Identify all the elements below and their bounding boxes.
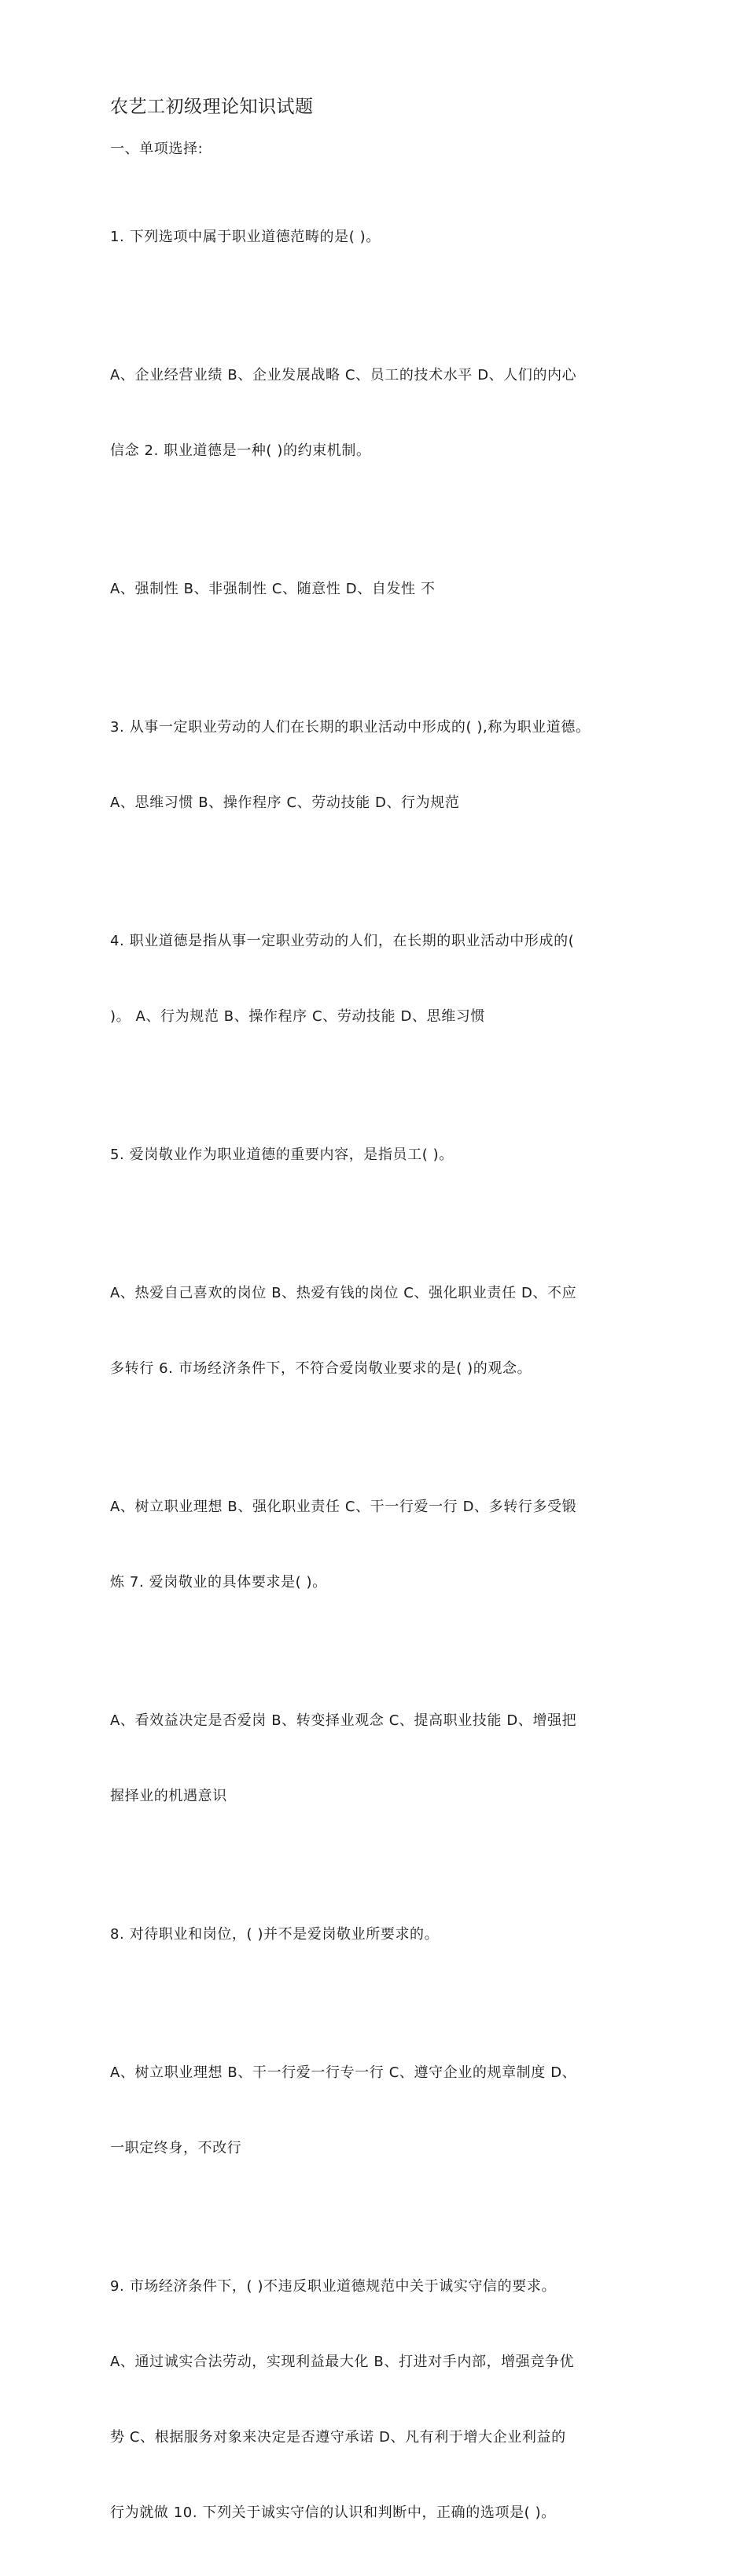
text-line: 1. 下列选项中属于职业道德范畴的是( )。: [110, 229, 381, 245]
paragraph: [110, 665, 645, 866]
section-heading: 一、单项选择:: [110, 141, 204, 157]
text-line: 4. 职业道德是指从事一定职业劳动的人们，在长期的职业活动中形成的(: [110, 933, 575, 949]
document-page: [110, 93, 645, 2576]
text-line: A、看效益决定是否爱岗 B、转变择业观念 C、提高职业技能 D、增强把: [110, 1712, 577, 1729]
text-line: A、强制性 B、非强制性 C、随意性 D、自发性 不: [110, 581, 436, 597]
text-line: 行为就做 10. 下列关于诚实守信的认识和判断中，正确的选项是( )。: [110, 2504, 556, 2521]
text-line: 9. 市场经济条件下，( )不违反职业道德规范中关于诚实守信的要求。: [110, 2278, 557, 2295]
text-line: A、树立职业理想 B、干一行爱一行专一行 C、遵守企业的规章制度 D、: [110, 2064, 577, 2081]
text-line: 炼 7. 爱岗敬业的具体要求是( )。: [110, 1574, 327, 1591]
paragraph: [110, 1092, 645, 1218]
text-line: A、热爱自己喜欢的岗位 B、热爱有钱的岗位 C、强化职业责任 D、不应: [110, 1285, 577, 1301]
paragraph: [110, 174, 645, 300]
paragraph: [110, 1231, 645, 1432]
text-line: 5. 爱岗敬业作为职业道德的重要内容，是指员工( )。: [110, 1147, 454, 1163]
paragraph: [110, 1872, 645, 1998]
paragraph: [110, 313, 645, 514]
paragraph: [110, 2010, 645, 2211]
text-line: A、通过诚实合法劳动，实现利益最大化 B、打进对手内部，增强竞争优: [110, 2354, 575, 2370]
text-line: 势 C、根据服务对象来决定是否遵守承诺 D、凡有利于增大企业利益的: [110, 2429, 566, 2446]
paragraph: [110, 879, 645, 1080]
document-title: 农艺工初级理论知识试题: [110, 97, 314, 117]
text-line: 握择业的机遇意识: [110, 1788, 227, 1804]
paragraph: [110, 1658, 645, 1859]
question-list: [110, 174, 645, 2576]
text-line: 信念 2. 职业道德是一种( )的约束机制。: [110, 442, 371, 459]
paragraph: [110, 2224, 645, 2576]
text-line: 多转行 6. 市场经济条件下，不符合爱岗敬业要求的是( )的观念。: [110, 1360, 532, 1377]
text-line: A、企业经营业绩 B、企业发展战略 C、员工的技术水平 D、人们的内心: [110, 367, 577, 383]
text-line: 3. 从事一定职业劳动的人们在长期的职业活动中形成的( ),称为职业道德。: [110, 719, 591, 736]
text-line: 8. 对待职业和岗位，( )并不是爱岗敬业所要求的。: [110, 1926, 440, 1943]
paragraph: [110, 527, 645, 652]
text-line: A、思维习惯 B、操作程序 C、劳动技能 D、行为规范: [110, 794, 460, 811]
text-line: A、树立职业理想 B、强化职业责任 C、干一行爱一行 D、多转行多受锻: [110, 1499, 577, 1515]
paragraph: [110, 1444, 645, 1646]
text-line: 一职定终身，不改行: [110, 2140, 242, 2156]
text-line: )。 A、行为规范 B、操作程序 C、劳动技能 D、思维习惯: [110, 1008, 485, 1025]
